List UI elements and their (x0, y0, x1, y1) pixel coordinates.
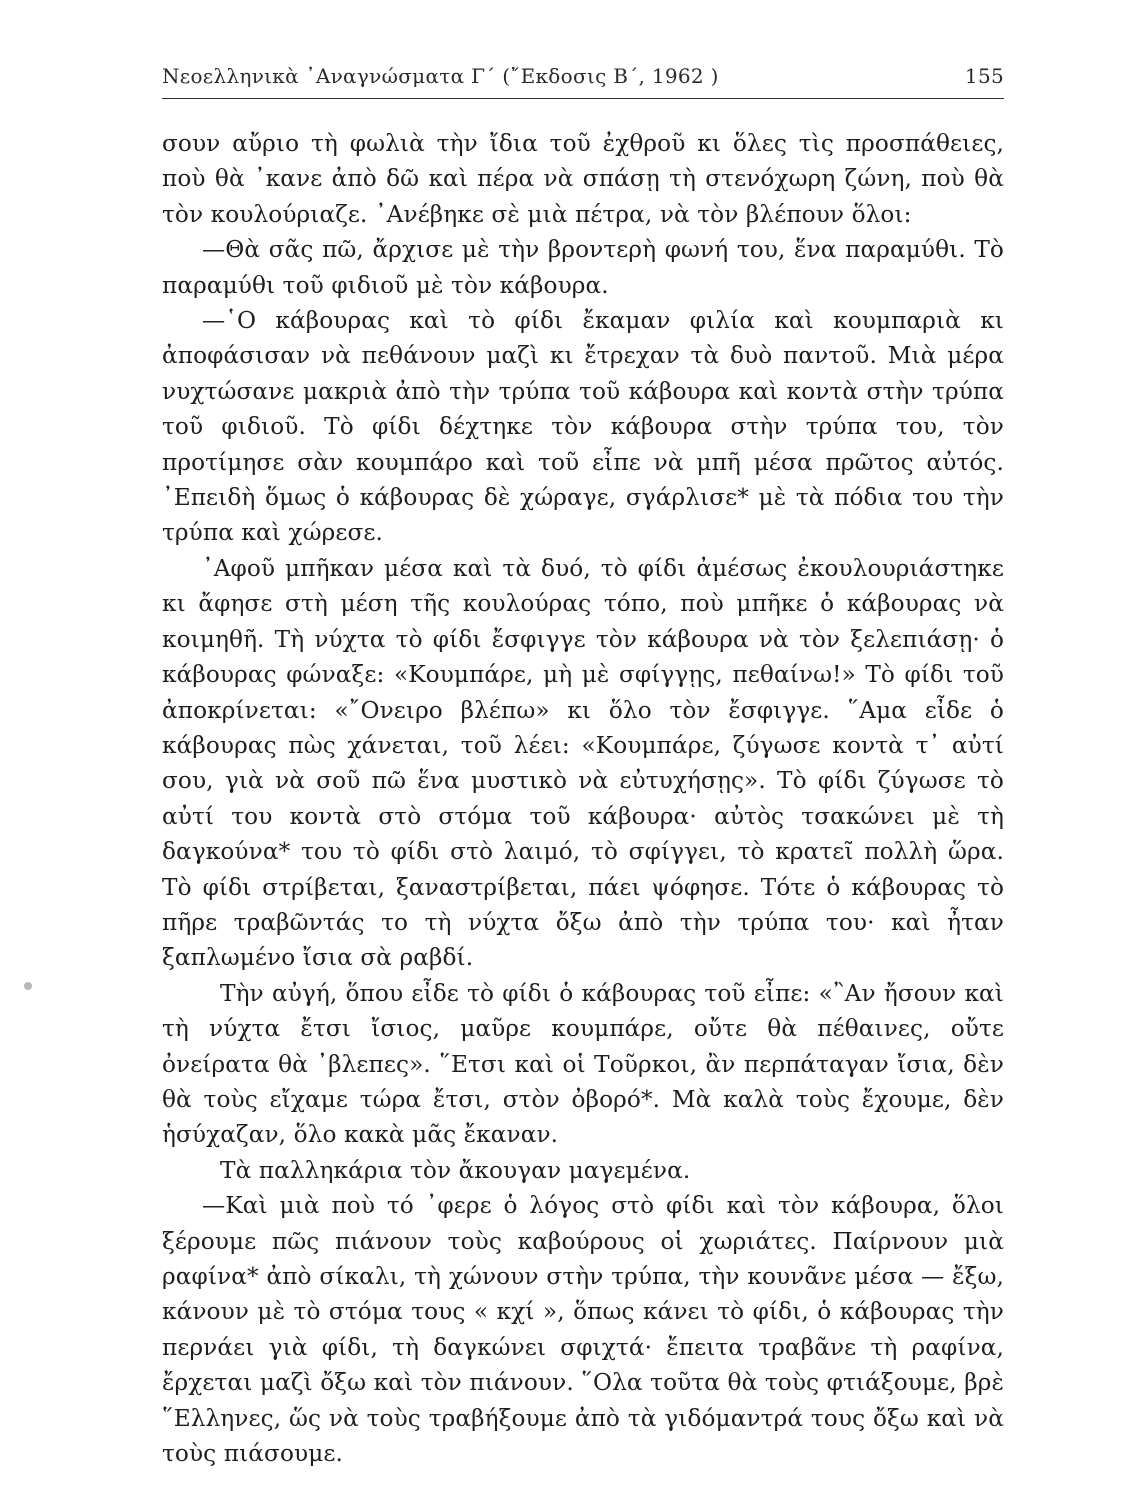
paragraph: —῾Ο κάβουρας καὶ τὸ φίδι ἔκαμαν φιλία καὶ κουμπαριὰ κι ἀποφάσισαν νὰ πεθάνουν μαζὶ κι ἔτρεχαν τὰ δυὸ παντοῦ. Μιὰ μέρα νυχτώσανε μακριὰ ἀπὸ τὴν τρύπα τοῦ κάβουρα καὶ κοντὰ στὴν τρύπα τοῦ φιδιοῦ. Τὸ φίδι δέχτηκε τὸν κάβουρα στὴν τρύπα του, τὸν προτίμησε σὰν κουμπάρο καὶ τοῦ εἶπε νὰ μπῆ μέσα πρῶτος αὐτός. ᾿Επειδὴ ὅμως ὁ κάβουρας δὲ χώραγε, σγάρλισε* μὲ τὰ πόδια του τὴν τρύπα καὶ χώρεσε. (162, 307, 1004, 547)
paragraph: Τὰ παλληκάρια τὸν ἄκουγαν μαγεμένα. (220, 1156, 691, 1184)
body-text (162, 126, 1004, 1471)
paragraph: —Θὰ σᾶς πῶ, ἄρχισε μὲ τὴν βροντερὴ φωνή του, ἕνα παραμύθι. Τὸ παραμύθι τοῦ φιδιοῦ μὲ τὸν κάβουρα. (162, 236, 1004, 299)
page-number: 155 (964, 64, 1004, 88)
header-rule (162, 98, 1004, 99)
paper-speck (24, 982, 32, 990)
paragraph: Τὴν αὐγή, ὅπου εἶδε τὸ φίδι ὁ κάβουρας τοῦ εἶπε: «῍Αν ἤσουν καὶ τὴ νύχτα ἔτσι ἴσιος, μαῦρε κουμπάρε, οὔτε θὰ πέθαινες, οὔτε ὀνείρατα θὰ ᾿βλεπες». ῞Ετσι καὶ οἱ Τοῦρκοι, ἂν περπάταγαν ἴσια, δὲν θὰ τοὺς εἴχαμε τώρα ἔτσι, στὸν ὀβορό*. Μὰ καλὰ τοὺς ἔχουμε, δὲν ἡσύχαζαν, ὅλο κακὰ μᾶς ἔκαναν. (162, 979, 1004, 1149)
paragraph: —Καὶ μιὰ ποὺ τό ᾿φερε ὁ λόγος στὸ φίδι καὶ τὸν κάβουρα, ὅλοι ξέρουμε πῶς πιάνουν τοὺς καβούρους οἱ χωριάτες. Παίρνουν μιὰ ραφίνα* ἀπὸ σίκαλι, τὴ χώνουν στὴν τρύπα, τὴν κουνᾶνε μέσα — ἔξω, κάνουν μὲ τὸ στόμα τους « κχί », ὅπως κάνει τὸ φίδι, ὁ κάβουρας τὴν περνάει γιὰ φίδι, τὴ δαγκώνει σφιχτά· ἔπειτα τραβᾶνε τὴ ραφίνα, ἔρχεται μαζὶ ὄξω καὶ τὸν πιάνουν. ῞Ολα τοῦτα θὰ τοὺς φτιάξουμε, βρὲ ῞Ελληνες, ὥς νὰ τοὺς τραβήξουμε ἀπὸ τὰ γιδόμαντρά τους ὄξω καὶ νὰ τοὺς πιάσουμε. (162, 1192, 1004, 1468)
paragraph: σουν αὔριο τὴ φωλιὰ τὴν ἴδια τοῦ ἐχθροῦ κι ὅλες τὶς προσπάθειες, ποὺ θὰ ᾿κανε ἀπὸ δῶ καὶ πέρα νὰ σπάσῃ τὴ στενόχωρη ζώνη, ποὺ θὰ τὸν κουλούριαζε. ᾿Ανέβηκε σὲ μιὰ πέτρα, νὰ τὸν βλέπουν ὅλοι: (162, 130, 1004, 228)
running-header (162, 62, 1004, 94)
paragraph: ᾿Αφοῦ μπῆκαν μέσα καὶ τὰ δυό, τὸ φίδι ἀμέσως ἐκουλουριάστηκε κι ἄφησε στὴ μέση τῆς κουλούρας τόπο, ποὺ μπῆκε ὁ κάβουρας νὰ κοιμηθῆ. Τὴ νύχτα τὸ φίδι ἔσφιγγε τὸν κάβουρα νὰ τὸν ξελεπιάσῃ· ὁ κάβουρας φώναξε: «Κουμπάρε, μὴ μὲ σφίγγῃς, πεθαίνω!» Τὸ φίδι τοῦ ἀποκρίνεται: «῎Ονειρο βλέπω» κι ὅλο τὸν ἔσφιγγε. ῞Αμα εἶδε ὁ κάβουρας πὼς χάνεται, τοῦ λέει: «Κουμπάρε, ζύγωσε κοντὰ τ᾿ αὐτί σου, γιὰ νὰ σοῦ πῶ ἕνα μυστικὸ νὰ εὐτυχήσῃς». Τὸ φίδι ζύγωσε τὸ αὐτί του κοντὰ στὸ στόμα τοῦ κάβουρα· αὐτὸς τσακώνει μὲ τὴ δαγκούνα* του τὸ φίδι στὸ λαιμό, τὸ σφίγγει, τὸ κρατεῖ πολλὴ ὥρα. Τὸ φίδι στρίβεται, ξαναστρίβεται, πάει ψόφησε. Τότε ὁ κάβουρας τὸ πῆρε τραβῶντάς το τὴ νύχτα ὄξω ἀπὸ τὴν τρύπα του· καὶ ἦταν ξαπλωμένο ἴσια σὰ ραβδί. (162, 554, 1004, 972)
book-title-header: Νεοελληνικὰ ᾿Αναγνώσματα Γ΄ (῎Εκδοσις Β΄, 1962 ) (162, 64, 719, 88)
